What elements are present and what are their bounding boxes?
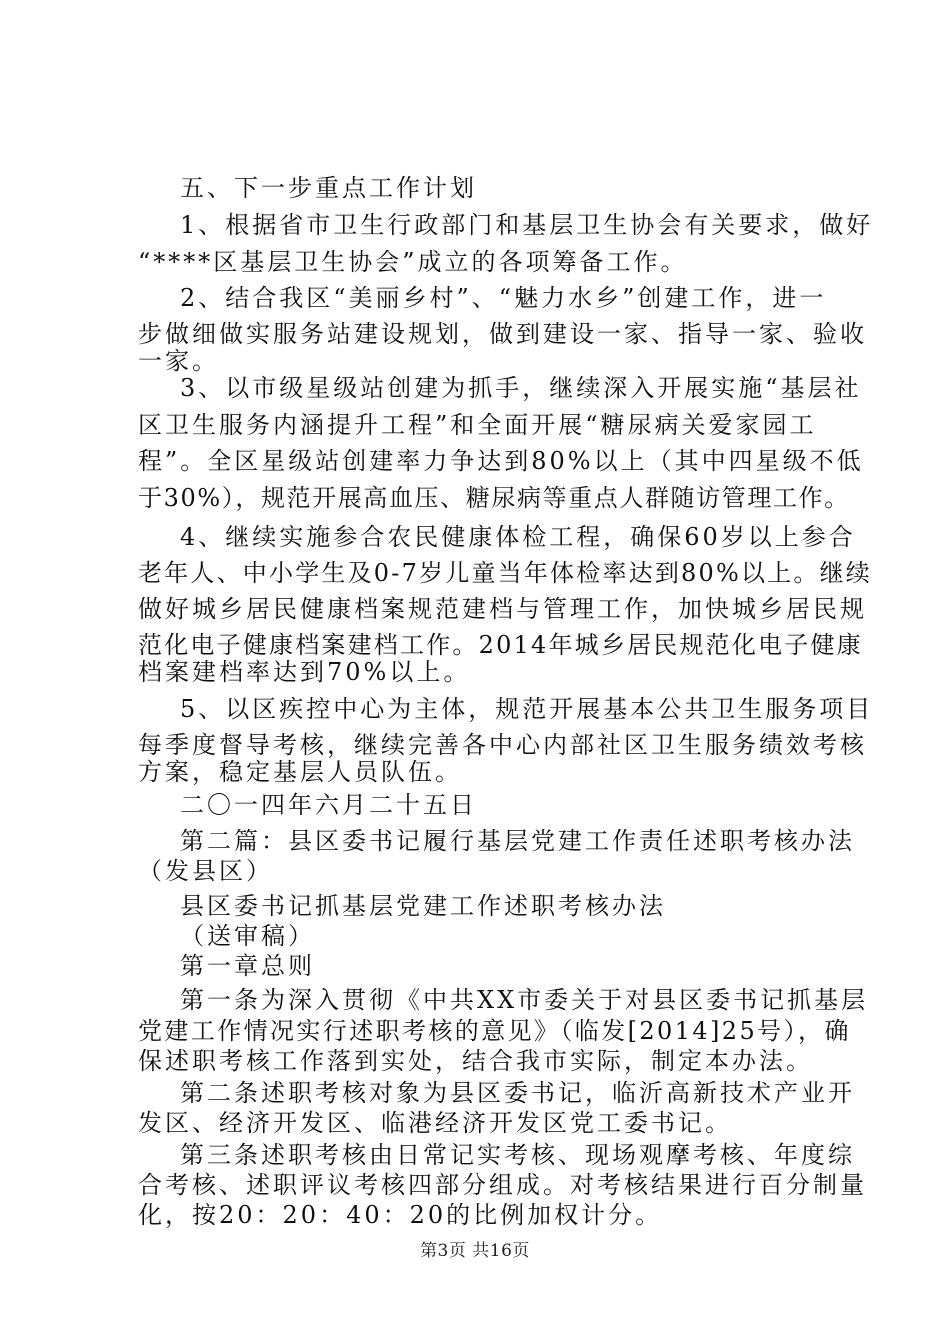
paragraph-line: 党建工作情况实行述职考核的意见》（临发[2014]25号），确 xyxy=(138,1017,851,1045)
paragraph-line: 化，按20：20：40：20的比例加权计分。 xyxy=(138,1201,663,1229)
paragraph-line: 区卫生服务内涵提升工程”和全面开展“糖尿病关爱家园工 xyxy=(138,411,817,439)
paragraph-line: 4、继续实施参合农民健康体检工程，确保60岁以上参合 xyxy=(180,523,856,551)
paragraph-line: 方案，稳定基层人员队伍。 xyxy=(138,758,462,786)
paragraph-line: 老年人、中小学生及0-7岁儿童当年体检率达到80%以上。继续 xyxy=(138,559,872,587)
page-number-footer: 第3页 共16页 xyxy=(420,1241,530,1261)
paragraph-line: 2、结合我区“美丽乡村”、“魅力水乡”创建工作，进一 xyxy=(180,284,827,312)
document-subtitle: （送审稿） xyxy=(180,922,315,950)
paragraph-line: 每季度督导考核，继续完善各中心内部社区卫生服务绩效考核 xyxy=(138,731,867,759)
chapter-title-continued: （发县区） xyxy=(138,857,273,885)
paragraph-line: 1、根据省市卫生行政部门和基层卫生协会有关要求，做好 xyxy=(180,211,874,239)
paragraph-line: 发区、经济开发区、临港经济开发区党工委书记。 xyxy=(138,1109,732,1137)
paragraph-line: 于30%），规范开展高血压、糖尿病等重点人群随访管理工作。 xyxy=(138,484,850,512)
paragraph-line: 第一条为深入贯彻《中共XX市委关于对县区委书记抓基层 xyxy=(180,986,869,1014)
paragraph-line: 合考核、述职评议考核四部分组成。对考核结果进行百分制量 xyxy=(138,1171,867,1199)
paragraph-line: 保述职考核工作落到实处，结合我市实际，制定本办法。 xyxy=(138,1047,813,1075)
paragraph-line: 第二条述职考核对象为县区委书记，临沂高新技术产业开 xyxy=(180,1079,855,1107)
chapter-heading: 第一章总则 xyxy=(180,952,315,980)
paragraph-line: 做好城乡居民健康档案规范建档与管理工作，加快城乡居民规 xyxy=(138,595,867,623)
paragraph-line: 5、以区疾控中心为主体，规范开展基本公共卫生服务项目 xyxy=(180,695,874,723)
chapter-title: 第二篇：县区委书记履行基层党建工作责任述职考核办法 xyxy=(180,827,855,855)
paragraph-line: 第三条述职考核由日常记实考核、现场观摩考核、年度综 xyxy=(180,1141,855,1169)
paragraph-line: 一家。 xyxy=(138,347,219,375)
paragraph-line: 步做细做实服务站建设规划，做到建设一家、指导一家、验收 xyxy=(138,320,867,348)
paragraph-line: 档案建档率达到70%以上。 xyxy=(138,658,471,686)
section-heading: 五、下一步重点工作计划 xyxy=(180,174,477,202)
document-title: 县区委书记抓基层党建工作述职考核办法 xyxy=(180,892,666,920)
paragraph-line: 范化电子健康档案建档工作。2014年城乡居民规范化电子健康 xyxy=(138,631,863,659)
paragraph-line: 3、以市级星级站创建为抓手，继续深入开展实施“基层社 xyxy=(180,374,862,402)
paragraph-line: 程”。全区星级站创建率力争达到80%以上（其中四星级不低 xyxy=(138,447,864,475)
paragraph-line: “****区基层卫生协会”成立的各项筹备工作。 xyxy=(138,248,688,276)
date-line: 二〇一四年六月二十五日 xyxy=(180,791,477,819)
